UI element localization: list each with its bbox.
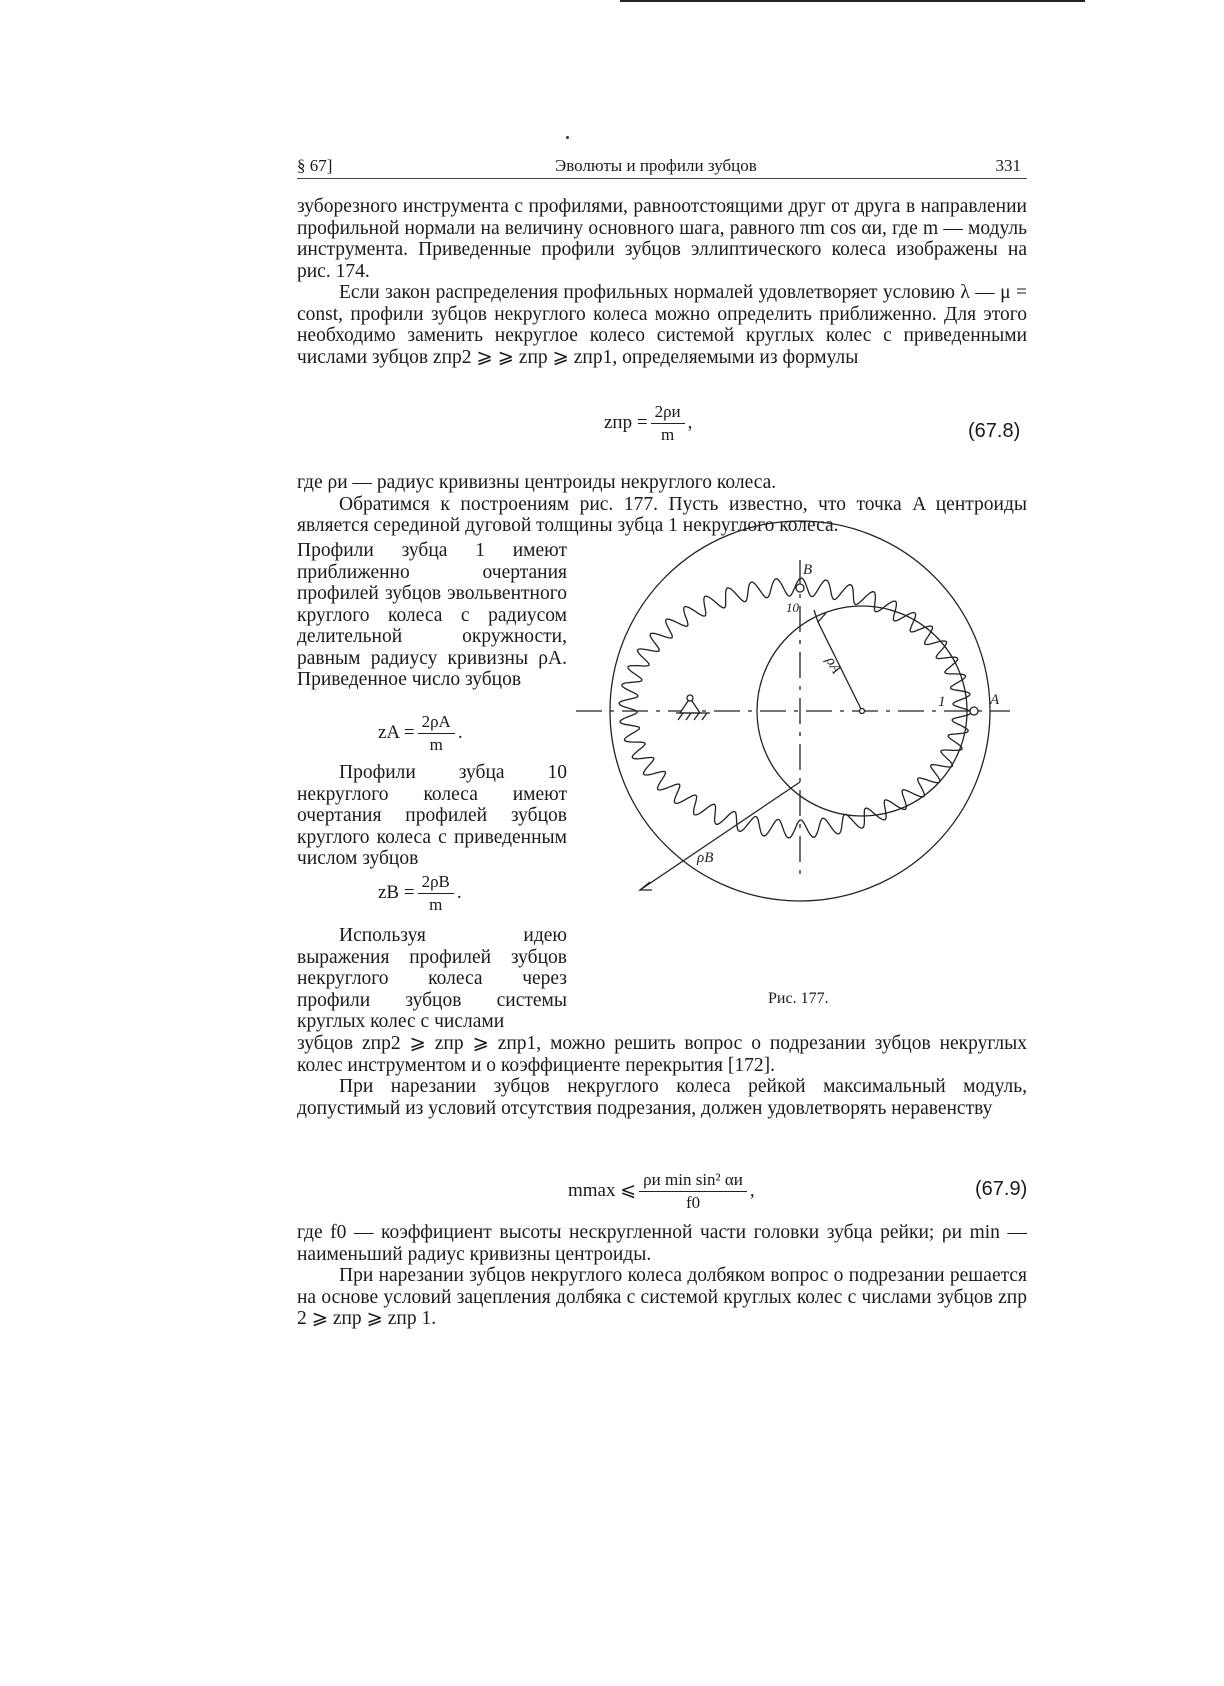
hatch-icon [678,713,707,720]
page-number: 331 [995,156,1021,175]
paragraph: зуборезного инструмента с профилями, равноотстоящими друг от друга в направлении профильной нормали на величину основного шага, равного πm cos αи, где m — модуль инструмента. Приведенные профили зубцов эллиптического колеса изображены на рис. 174. [297,196,1027,282]
label-b: B [803,562,813,578]
paragraph: Обратимся к построениям рис. 177. Пусть известно, что точка A центроиды является серединой дуговой толщины зубца 1 некруглого колеса. [297,493,1027,536]
paragraph: где ρи — радиус кривизны центроиды некруглого колеса. [297,472,777,493]
pivot-point [687,695,693,701]
rho-b-radius [640,782,800,890]
equation-number: (67.9) [975,1178,1028,1200]
equation-zA: zA = $\frac{2\rho A}{m}$ . [378,712,463,754]
running-title: Эволюты и профили зубцов [555,156,757,175]
arrow-head [814,610,826,622]
point-b-marker [796,584,804,592]
paragraph: где f0 — коэффициент высоты нескругленной части головки зубца рейки; ρи min — наименьший радиус кривизны центроиды. [297,1222,1027,1265]
gear-profile [619,578,971,838]
center-point [860,709,865,714]
label-rho-a: ρA [822,654,845,677]
side-text-1: Профили зубца 1 имеют приближенно очертания профилей зубцов эвольвентного круглого колеса с радиусом делительной окружности, равным радиусу кривизны ρA. Приведенное число зубцов [297,540,567,690]
equation-number: (67.8) [968,420,1021,442]
equation-67-9: mmax ⩽ $\frac{\text{ρи min sin² αи}}{f0}$ , [568,1170,755,1212]
paragraph: зубцов zпр2 ⩾ zпр ⩾ zпр1, можно решить вопрос о подрезании зубцов некруглых колес инструментом и о коэффициенте перекрытия [172]. [297,1033,1027,1076]
figure-caption: Рис. 177. [768,990,829,1007]
equation-67-8: zпр = $\frac{2\rho и}{m}$ , [604,402,693,444]
side-text-2: Профили зубца 10 некруглого колеса имеют очертания профилей зубцов круглого колеса с приведенным числом зубцов [297,762,567,869]
label-10: 10 [786,600,799,615]
paragraph: Если закон распределения профильных нормалей удовлетворяет условию λ — μ = const, профили зубцов некруглого колеса можно определить приближенно. Для этого необходимо заменить некруглое колесо системой круглых колес с приведенными числами зубцов zпр2 ⩾ ⩾ zпр ⩾ zпр1, определяемыми из формулы [297,282,1027,368]
label-rho-b: ρB [697,850,714,866]
equation-zB: zB = $\frac{2\rho B}{m}$ . [378,872,462,914]
label-a: A [990,692,1000,708]
section-ref: § 67] [297,156,333,175]
label-1: 1 [938,694,946,710]
paragraph: При нарезании зубцов некруглого колеса рейкой максимальный модуль, допустимый из условий отсутствия подрезания, должен удовлетворять неравенству [297,1076,1027,1119]
point-a-marker [970,707,978,715]
paragraph: При нарезании зубцов некруглого колеса долбяком вопрос о подрезании решается на основе условий зацепления долбяка с системой круглых колес с числами зубцов zпр 2 ⩾ zпр ⩾ zпр 1. [297,1265,1027,1329]
side-text-3: Используя идею выражения профилей зубцов некруглого колеса через профили зубцов системы круглых колес с числами [297,925,567,1032]
